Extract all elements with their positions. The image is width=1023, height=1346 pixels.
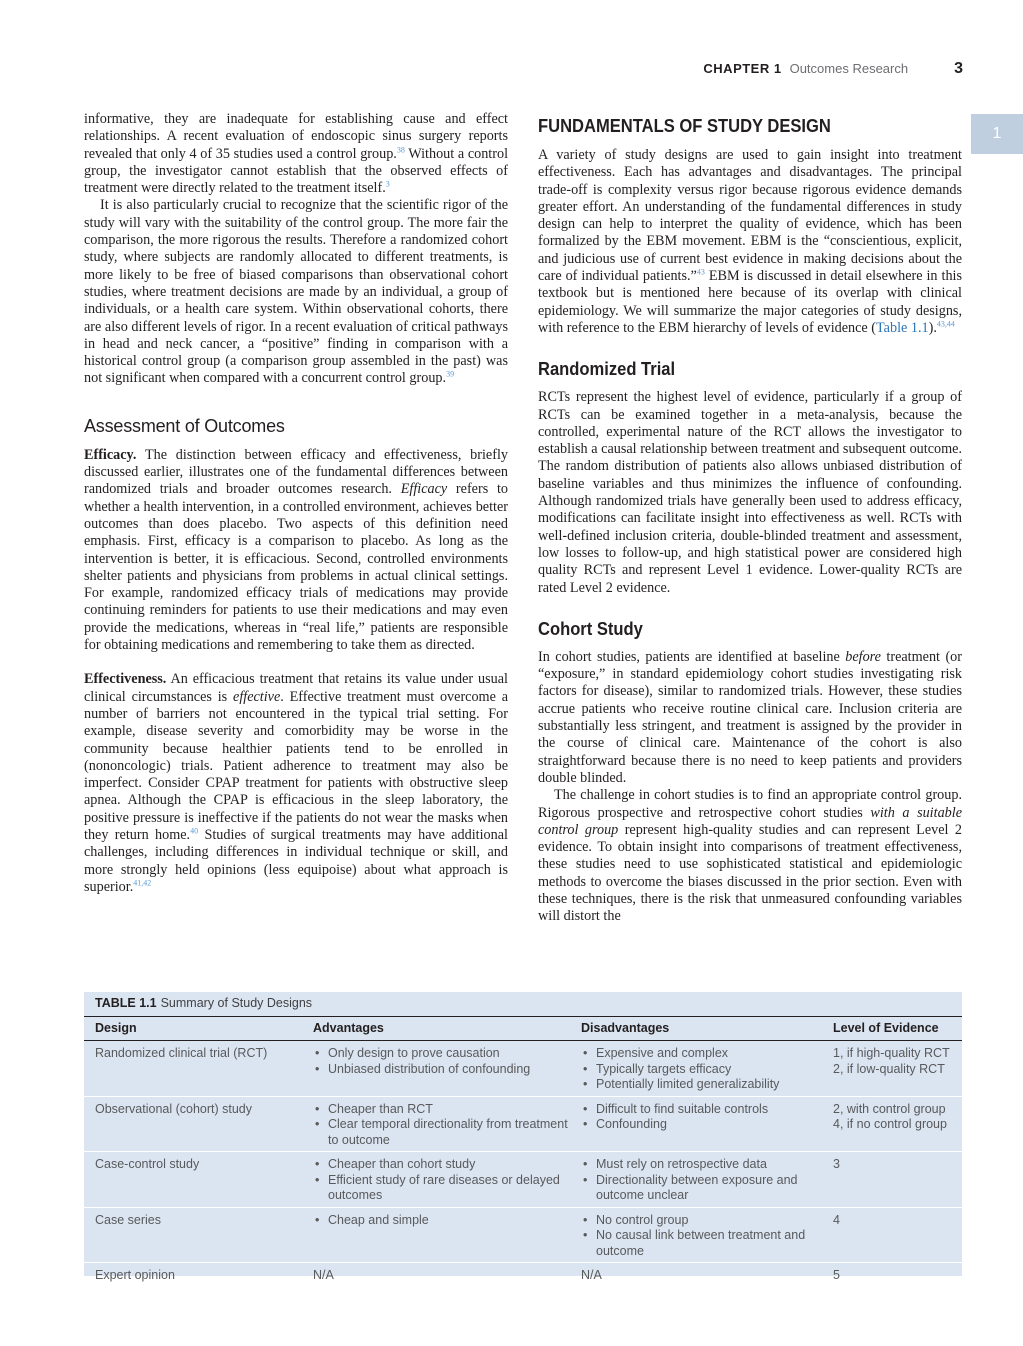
table-grid xyxy=(84,1016,962,1287)
list-item: • Directionality between exposure and outcome unclear xyxy=(581,1173,822,1204)
running-header xyxy=(703,60,963,80)
cohort-paragraph-1: In cohort studies, patients are identified at baseline before treatment (or “exposure,” in standard epidemiology cohort studies investigating risk factors for disease), similar to randomized trials. However, these studies accrue patients who receive routine clinical care. Inclusion criteria are substantially less stringent, and treatment is assigned by the provider in the course of clinical care. Maintenance of the cohort is also straightforward because there is no need to keep patients and providers double blinded. xyxy=(538,648,962,786)
table-title xyxy=(95,996,312,1010)
citation: 39 xyxy=(446,369,455,379)
level-cell: 3 xyxy=(822,1152,962,1208)
table-caption: Summary of Study Designs xyxy=(160,996,313,1010)
citation: 38 xyxy=(396,144,405,154)
citation: 40 xyxy=(190,826,199,836)
design-cell: Expert opinion xyxy=(95,1268,175,1282)
randomized-trial-heading: Randomized Trial xyxy=(538,359,676,380)
level-cell: 5 xyxy=(833,1268,840,1282)
column-header: Design xyxy=(84,1017,302,1041)
citation: 43 xyxy=(696,267,705,277)
disadvantages-cell xyxy=(570,1096,822,1152)
list-item: • Expensive and complex xyxy=(581,1046,822,1062)
level-cell: 4 xyxy=(822,1207,962,1263)
list-item: • No causal link between treatment and outcome xyxy=(581,1228,822,1259)
list-item: • Cheaper than cohort study xyxy=(313,1157,570,1173)
design-cell: Case series xyxy=(84,1207,302,1263)
page-number: 3 xyxy=(954,60,963,77)
study-design-table xyxy=(84,992,962,1282)
citation: 43,44 xyxy=(936,319,955,329)
table-row xyxy=(84,1263,962,1287)
advantages-cell xyxy=(302,1096,570,1152)
left-paragraph-2: It is also particularly crucial to recognize that the scientific rigor of the study will vary with the suitability of the control group. The more fair the comparison, the more rigorous the results. Therefore a randomized cohort study, where subjects are randomly allocated to different treatments, is more likely to be free of biased comparisons than observational cohort studies, where treatment decisions are made by an individual, a group of individuals, or a health care system. Within observational cohorts, there are also different levels of rigor. In a recent evaluation of critical pathways in head and neck cancer, a “positive” finding in comparison with a historical control group (a comparison group assembled in the past) was not significant when compared with a concurrent control group.$^{39}$ xyxy=(84,197,508,387)
list-item: • Unbiased distribution of confounding xyxy=(313,1062,570,1078)
disadvantages-cell xyxy=(570,1207,822,1263)
list-item: • Clear temporal directionality from treatment to outcome xyxy=(313,1117,570,1148)
assessment-heading: Assessment of Outcomes xyxy=(84,415,285,436)
list-item: • Efficient study of rare diseases or delayed outcomes xyxy=(313,1173,570,1204)
table-row xyxy=(84,1041,962,1097)
list-item: • Cheaper than RCT xyxy=(313,1102,570,1118)
column-header: Level of Evidence xyxy=(822,1017,962,1041)
design-cell: Case-control study xyxy=(84,1152,302,1208)
disadvantages-cell xyxy=(570,1152,822,1208)
right-column xyxy=(538,111,962,926)
advantages-cell xyxy=(302,1152,570,1208)
table-header-row xyxy=(84,1017,962,1041)
left-paragraph-1: informative, they are inadequate for establishing cause and effect relationships. A recent evaluation of endoscopic sinus surgery reports revealed that only 4 of 35 studies used a control group.$^{38}$ Without a control group, the investigator cannot establish that the observed effects of treatment were directly related to the treatment itself.$^3$ xyxy=(84,111,509,197)
list-item: • Potentially limited generalizability xyxy=(581,1077,822,1093)
cohort-study-heading: Cohort Study xyxy=(538,618,643,639)
column-header: Advantages xyxy=(302,1017,570,1041)
advantages-cell xyxy=(302,1207,570,1263)
table-link[interactable]: Table 1.1 xyxy=(876,319,929,336)
cohort-paragraph-2: The challenge in cohort studies is to find an appropriate control group. Rigorous prospective and retrospective cohort studies with a suitable control group represent high-quality studies and can represent Level 2 evidence. To obtain insight into comparisons of treatment effectiveness, these studies need to use sophisticated statistical and epidemiologic methods to overcome the biases discussed in the prior section. Even with these techniques, there is the risk that unmeasured confounding variables will distort the xyxy=(538,787,963,925)
table-row xyxy=(84,1207,962,1263)
list-item: • Must rely on retrospective data xyxy=(581,1157,822,1173)
column-header: Disadvantages xyxy=(570,1017,822,1041)
level-cell: 2, with control group 4, if no control group xyxy=(822,1096,962,1152)
advantages-cell: N/A xyxy=(313,1268,334,1282)
chapter-title: Outcomes Research xyxy=(789,61,909,76)
disadvantages-cell xyxy=(570,1041,822,1097)
effectiveness-paragraph: Effectiveness. An efficacious treatment that retains its value under usual clinical circumstances is effective. Effective treatment must overcome a number of barriers not encountered in the typical trial setting. For example, disease severity and comorbidity may be worse in the community because healthier patients tend to be enrolled in (nononcologic) trials. Patient adherence to treatment may also be imperfect. Consider CPAP treatment for patients with obstructive sleep apnea. Although the CPAP is efficacious in the sleep laboratory, the positive pressure is ineffective if the patients do not wear the masks when they return home.$^{40}$ Studies of surgical treatments may have additional challenges, including differences in individual technique or skill, and more strongly held opinions (less equipoise) about what approach is superior.$^{41,42}$ xyxy=(84,671,509,895)
table-row xyxy=(84,1152,962,1208)
list-item: • Confounding xyxy=(581,1117,822,1133)
efficacy-paragraph: Efficacy. The distinction between efficacy and effectiveness, briefly discussed earlier, illustrates one of the fundamental differences between randomized trials and broader outcomes research. Efficacy refers to whether a health intervention, in a controlled environment, achieves better outcomes than does placebo. Two aspects of this definition need emphasis. First, efficacy is a comparison to placebo. As long as the intervention is better, it is efficacious. Second, controlled environments shelter patients and physicians from problems in actual clinical settings. For example, randomized efficacy trials of medications may provide continuing reminders for patients to use their medications and may even provide the medications, whereas in “real life,” patients are responsible for obtaining medications and remembering to take them as directed. xyxy=(84,446,508,654)
randomized-trial-paragraph: RCTs represent the highest level of evidence, particularly if a group of RCTs can be examined together in a meta-analysis, because the controlled, experimental nature of the RCT allows the investigator to establish a causal relationship between treatment and subsequent outcome. The random distribution of patients also allows unbiased distribution of baseline variables and thus minimizes the influence of confounding. Although randomized trials have generally been used to address efficacy, modifications can facilitate insight into effectiveness as well. RCTs with well-defined inclusion criteria, double-blinded treatment and assessment, low losses to follow-up, and high statistical power are considered high quality RCTs and represent Level 1 evidence. Lower-quality RCTs are rated Level 2 evidence. xyxy=(538,389,962,596)
left-column xyxy=(84,111,508,896)
list-item: • Cheap and simple xyxy=(313,1213,570,1229)
level-cell: 1, if high-quality RCT 2, if low-quality RCT xyxy=(822,1041,962,1097)
list-item: • No control group xyxy=(581,1213,822,1229)
disadvantages-cell: N/A xyxy=(581,1268,602,1282)
list-item: • Difficult to find suitable controls xyxy=(581,1102,822,1118)
design-cell: Observational (cohort) study xyxy=(84,1096,302,1152)
study-design-paragraph: A variety of study designs are used to gain insight into treatment effectiveness. Each has advantages and disadvantages. The principal trade-off is complexity versus rigor because rigorous evidence demands greater effort. An understanding of the fundamental differences in study design can help to interpret the quality of evidence, which has been formalized by the EBM movement. EBM is the “conscientious, explicit, and judicious use of current best evidence in making decisions about the care of individual patients.”$^{43}$ EBM is discussed in detail elsewhere in this textbook but is mentioned here because of its overlap with clinical epidemiology. We will summarize the major categories of study designs, with reference to the EBM hierarchy of levels of evidence (Table 1.1).$^{43,44}$ xyxy=(538,147,962,336)
citation: 3 xyxy=(385,179,390,189)
chapter-label: CHAPTER 1 xyxy=(703,61,782,76)
section-heading: FUNDAMENTALS OF STUDY DESIGN xyxy=(538,116,831,136)
advantages-cell xyxy=(302,1041,570,1097)
design-cell: Randomized clinical trial (RCT) xyxy=(84,1041,302,1097)
list-item: • Typically targets efficacy xyxy=(581,1062,822,1078)
table-label: TABLE 1.1 xyxy=(95,996,157,1010)
list-item: • Only design to prove causation xyxy=(313,1046,570,1062)
chapter-side-tab: 1 xyxy=(971,114,1023,154)
citation: 41,42 xyxy=(133,878,152,888)
table-row xyxy=(84,1096,962,1152)
